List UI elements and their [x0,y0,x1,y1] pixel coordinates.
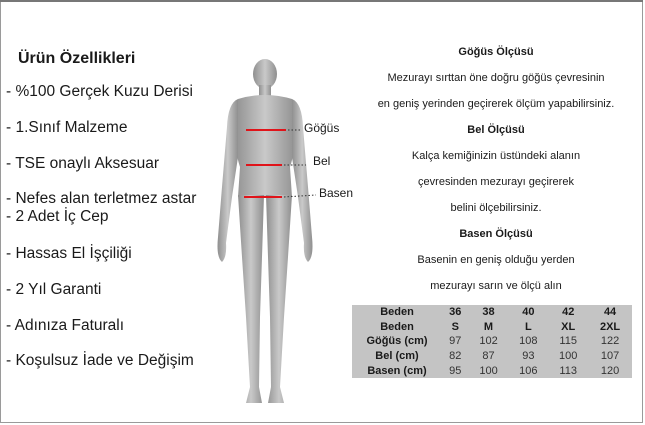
hip-leader [284,195,316,197]
table-cell: S [451,320,459,333]
table-cell: 42 [562,306,575,319]
table-cell: 40 [522,306,535,319]
table-cell: 106 [519,364,538,377]
hip-guide-line: mezurayı sarın ve ölçü alın [430,280,562,292]
waist-guide-line: Kalça kemiğinizin üstündeki alanın [411,150,581,162]
feature-item: - 1.Sınıf Malzeme [6,119,128,136]
chest-guide-line: Mezurayı sırttan öne doğru göğüs çevresinin [387,72,605,84]
row-label: Göğüs (cm) [366,335,428,348]
hip-guide-title: Basen Ölçüsü [459,228,533,240]
feature-item: - %100 Gerçek Kuzu Derisi [6,83,193,100]
table-row [352,349,632,364]
waist-guide-line: çevresinden mezurayı geçirerek [418,176,574,188]
feature-item: - 2 Yıl Garanti [6,281,102,298]
table-cell: 120 [600,364,620,377]
waist-guide-title: Bel Ölçüsü [467,124,525,136]
table-cell: 44 [603,306,617,319]
waist-guide-line: belini ölçebilirsiniz. [450,202,542,214]
table-row [352,320,632,335]
hip-label: Basen [319,186,354,200]
table-cell: 95 [449,364,462,377]
table-row [352,334,632,349]
feature-item: - TSE onaylı Aksesuar [6,155,160,172]
feature-item: - Adınıza Faturalı [6,317,125,334]
row-label: Bel (cm) [375,350,419,363]
feature-item: - 2 Adet İç Cep [6,208,109,225]
table-cell: 93 [522,350,535,363]
feature-item: - Nefes alan terletmez astar [6,190,197,207]
table-cell: 102 [479,335,498,348]
table-cell: 108 [519,335,538,348]
feature-item: - Koşulsuz İade ve Değişim [6,352,194,369]
feature-item: - Hassas El İşçiliği [6,245,132,262]
table-cell: 82 [449,350,462,363]
table-cell: 100 [479,364,498,377]
chest-guide-title: Göğüs Ölçüsü [458,46,534,58]
table-cell: 97 [449,335,462,348]
table-cell: 113 [559,364,577,377]
table-cell: XL [561,320,576,333]
table-cell: 100 [559,350,578,363]
chest-guide-line: en geniş yerinden geçirerek ölçüm yapabilirsiniz. [377,98,615,110]
hip-guide-line: Basenin en geniş olduğu yerden [417,254,575,266]
table-cell: 115 [559,335,577,348]
chest-label: Göğüs [304,121,340,135]
features-title: Ürün Özellikleri [18,50,136,67]
size-table [352,305,632,378]
table-cell: 2XL [599,320,621,333]
table-cell: 122 [600,335,620,348]
row-label: Beden [380,306,414,319]
table-cell: M [483,320,494,333]
table-row [352,363,632,378]
table-cell: L [524,320,532,333]
table-cell: 107 [600,350,620,363]
table-row [352,305,632,320]
row-label: Basen (cm) [367,364,427,377]
table-cell: 36 [449,306,462,319]
row-label: Beden [380,320,414,333]
table-cell: 87 [482,350,495,363]
table-cell: 38 [482,306,495,319]
waist-label: Bel [313,154,331,168]
